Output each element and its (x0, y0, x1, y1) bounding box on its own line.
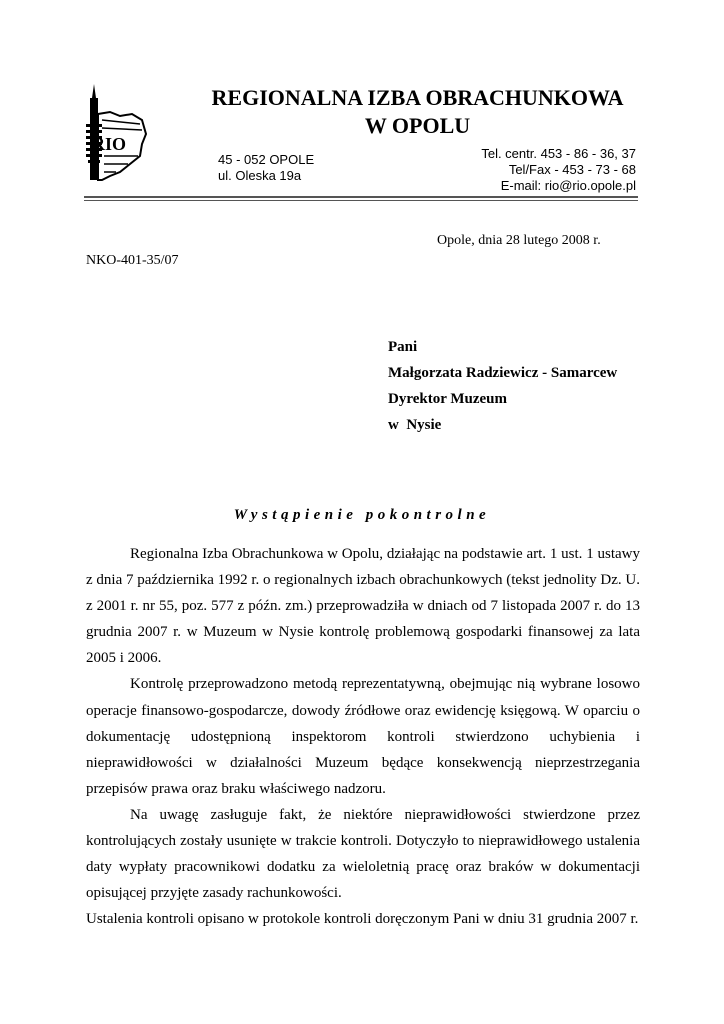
org-name-line2: W OPOLU (364, 113, 471, 138)
org-name-line1: REGIONALNA IZBA OBRACHUNKOWA (211, 85, 624, 110)
postal-address (218, 152, 314, 184)
organization-name (180, 84, 655, 140)
header-divider-thin (84, 200, 638, 201)
address-city: 45 - 052 OPOLE (218, 152, 315, 167)
recipient-block (388, 334, 617, 438)
fax-number: Tel/Fax - 453 - 73 - 68 (508, 162, 636, 177)
phone-number: Tel. centr. 453 - 86 - 36, 37 (481, 146, 636, 161)
header-divider-thick (84, 196, 638, 198)
letter-date: Opole, dnia 28 lutego 2008 r. (437, 233, 601, 248)
logo-text: RIO (92, 134, 127, 154)
recipient-salutation: Pani (388, 339, 418, 355)
address-street: ul. Oleska 19a (218, 168, 302, 183)
recipient-name: Małgorzata Radziewicz - Samarcew (388, 365, 618, 381)
body-paragraph: Na uwagę zasługuje fakt, że niektóre nieprawidłowości stwierdzone przez kontrolujących zostały usunięte w trakcie kontroli. Dotyczyło to nieprawidłowego ustalenia daty wypłaty pracownikowi dodatku za wieloletnią pracę oraz braków w dokumentacji opisującej przyjęte zasady rachunkowości. (86, 806, 640, 902)
email-address: E-mail: rio@rio.opole.pl (500, 178, 636, 193)
contact-details (481, 146, 636, 194)
letter-body (86, 541, 640, 932)
body-paragraph: Kontrolę przeprowadzono metodą reprezentatywną, obejmując nią wybrane losowo operacje finansowo-gospodarcze, dowody źródłowe oraz ewidencję księgową. W oparciu o dokumentację udostępnioną inspektorom kontroli stwierdzono uchybienia i nieprawidłowości w działalności Muzeum będące konsekwencją nieprzestrzegania przepisów prawa oraz braku właściwego nadzoru. (86, 676, 640, 797)
rio-logo (80, 84, 152, 184)
recipient-location: w Nysie (388, 417, 442, 433)
closing-line: Ustalenia kontroli opisano w protokole kontroli doręczonym Pani w dniu 31 grudnia 2007 r. (86, 911, 639, 928)
recipient-position: Dyrektor Muzeum (388, 391, 508, 407)
body-paragraph: Regionalna Izba Obrachunkowa w Opolu, działając na podstawie art. 1 ust. 1 ustawy z dnia 7 października 1992 r. o regionalnych izbach obrachunkowych (tekst jednolity Dz. U. z 2001 r. nr 55, poz. 577 z późn. zm.) przeprowadziła w dniach od 7 listopada 2007 r. do 13 grudnia 2007 r. w Muzeum w Nysie kontrolę problemową gospodarki finansowej za lata 2005 i 2006. (86, 546, 640, 667)
document-title: Wystąpienie pokontrolne (233, 507, 491, 523)
reference-number: NKO-401-35/07 (86, 253, 179, 268)
